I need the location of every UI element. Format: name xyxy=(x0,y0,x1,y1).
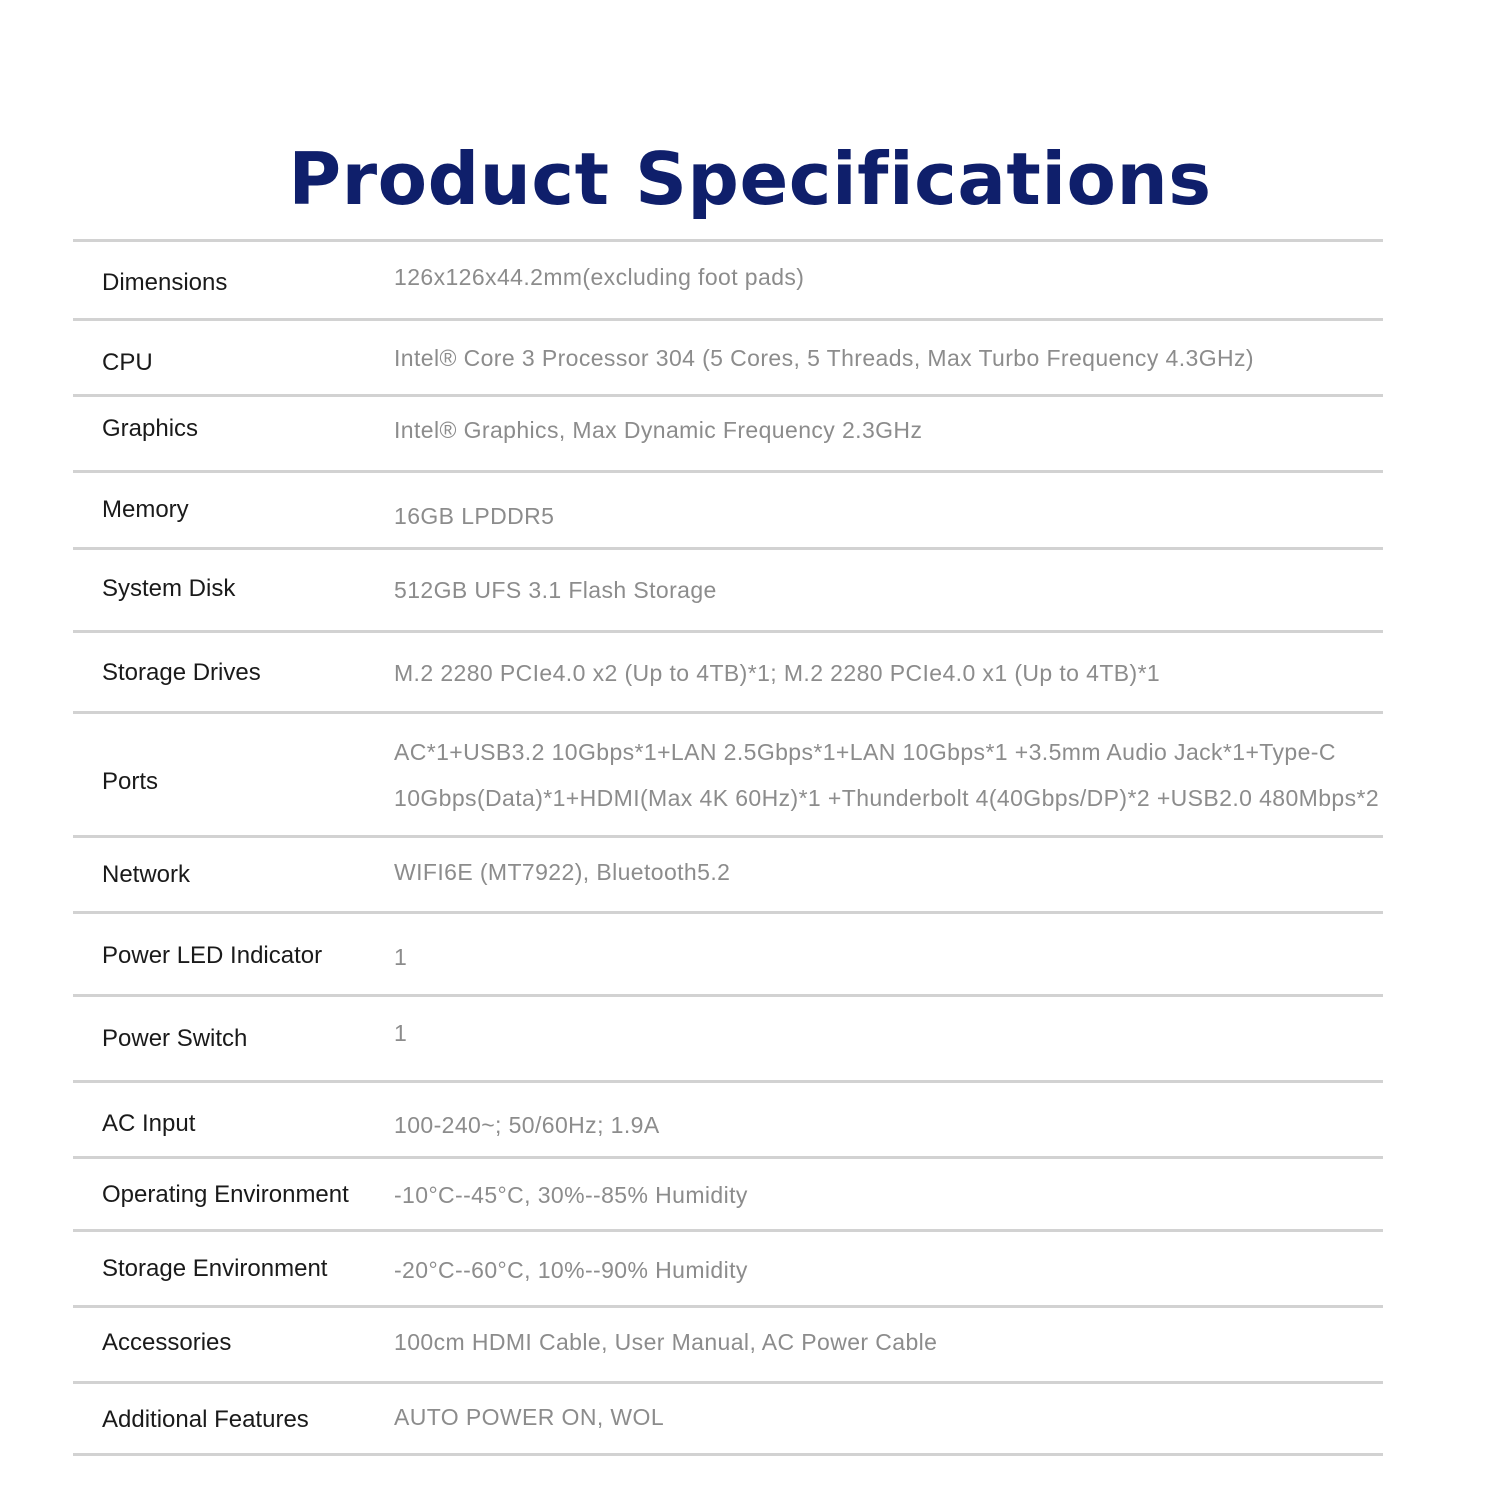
spec-label-network: Network xyxy=(102,861,191,888)
table-divider xyxy=(73,1381,1383,1384)
spec-value-power-led: 1 xyxy=(394,944,408,970)
spec-value-ports-line: AC*1+USB3.2 10Gbps*1+LAN 2.5Gbps*1+LAN 10Gbps*1 +3.5mm Audio Jack*1+Type-C xyxy=(394,739,1336,765)
spec-value-graphics: Intel® Graphics, Max Dynamic Frequency 2.3GHz xyxy=(394,417,923,443)
table-divider xyxy=(73,470,1383,473)
table-divider xyxy=(73,1229,1383,1232)
spec-label-storage-drives: Storage Drives xyxy=(102,659,261,686)
spec-value-network: WIFI6E (MT7922), Bluetooth5.2 xyxy=(394,859,731,885)
spec-value-ports-line: 10Gbps(Data)*1+HDMI(Max 4K 60Hz)*1 +Thunderbolt 4(40Gbps/DP)*2 +USB2.0 480Mbps*2 xyxy=(394,785,1380,811)
spec-value-memory: 16GB LPDDR5 xyxy=(394,503,555,529)
spec-value-operating-environment: -10°C--45°C, 30%--85% Humidity xyxy=(394,1182,748,1208)
table-divider xyxy=(73,1305,1383,1308)
table-divider xyxy=(73,994,1383,997)
spec-value-additional-features: AUTO POWER ON, WOL xyxy=(394,1404,665,1430)
spec-label-power-switch: Power Switch xyxy=(102,1025,248,1052)
table-divider xyxy=(73,711,1383,714)
spec-label-power-led: Power LED Indicator xyxy=(102,942,323,969)
table-divider xyxy=(73,630,1383,633)
page-title: Product Specifications xyxy=(288,137,1212,222)
spec-value-power-switch: 1 xyxy=(394,1020,408,1046)
spec-value-storage-environment: -20°C--60°C, 10%--90% Humidity xyxy=(394,1257,748,1283)
table-divider xyxy=(73,394,1383,397)
spec-value-system-disk: 512GB UFS 3.1 Flash Storage xyxy=(394,577,717,603)
spec-label-storage-environment: Storage Environment xyxy=(102,1255,328,1282)
spec-value-storage-drives: M.2 2280 PCIe4.0 x2 (Up to 4TB)*1; M.2 2280 PCIe4.0 x1 (Up to 4TB)*1 xyxy=(394,660,1161,686)
table-divider xyxy=(73,1453,1383,1456)
spec-value-cpu: Intel® Core 3 Processor 304 (5 Cores, 5 Threads, Max Turbo Frequency 4.3GHz) xyxy=(394,345,1254,371)
spec-label-memory: Memory xyxy=(102,496,189,523)
table-divider xyxy=(73,318,1383,321)
spec-label-operating-environment: Operating Environment xyxy=(102,1181,349,1208)
table-divider xyxy=(73,835,1383,838)
spec-label-cpu: CPU xyxy=(102,349,153,376)
spec-label-ports: Ports xyxy=(102,768,159,795)
table-divider xyxy=(73,239,1383,242)
spec-value-ports xyxy=(394,729,1379,821)
spec-label-dimensions: Dimensions xyxy=(102,269,228,296)
table-divider xyxy=(73,1080,1383,1083)
spec-label-accessories: Accessories xyxy=(102,1329,232,1356)
spec-label-system-disk: System Disk xyxy=(102,575,236,602)
spec-value-accessories: 100cm HDMI Cable, User Manual, AC Power Cable xyxy=(394,1329,938,1355)
table-divider xyxy=(73,547,1383,550)
spec-value-dimensions: 126x126x44.2mm(excluding foot pads) xyxy=(394,264,805,290)
table-divider xyxy=(73,911,1383,914)
spec-label-additional-features: Additional Features xyxy=(102,1406,309,1433)
table-divider xyxy=(73,1156,1383,1159)
spec-label-graphics: Graphics xyxy=(102,415,199,442)
spec-label-ac-input: AC Input xyxy=(102,1110,196,1137)
spec-value-ac-input: 100-240~; 50/60Hz; 1.9A xyxy=(394,1112,660,1138)
